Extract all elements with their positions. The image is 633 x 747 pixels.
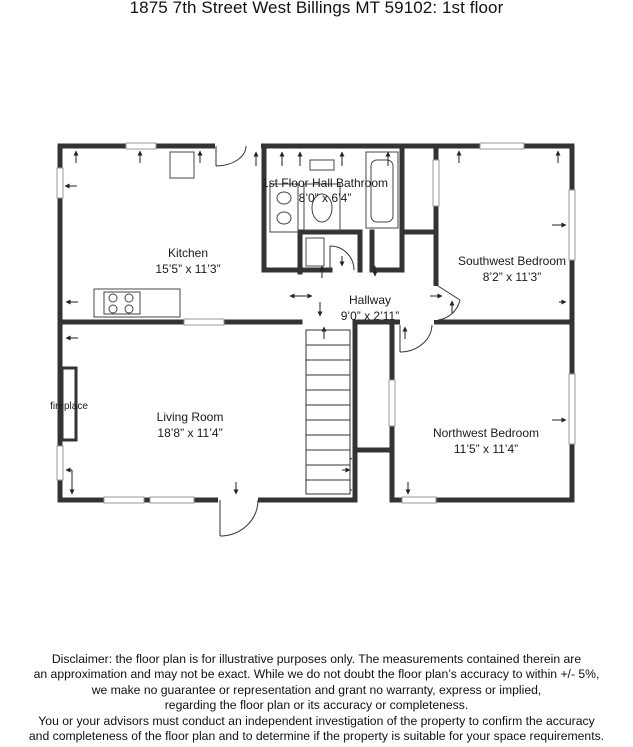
disclaimer-line: regarding the floor plan or its accuracy or completeness. [164,698,469,713]
room-size-bathroom: 8’0” x 6’4” [298,191,352,205]
room-size-southwest-bedroom: 8’2” x 11’3” [482,270,542,284]
disclaimer [0,652,633,744]
room-name-kitchen: Kitchen [167,246,209,260]
disclaimer-line: and completeness of the floor plan and to determine if the property is suitable for your space requirements. [28,729,605,744]
room-size-northwest-bedroom: 11’5” x 11’4” [453,442,519,456]
room-size-living-room: 18’8” x 11’4” [157,426,223,440]
room-name-living-room: Living Room [156,410,224,424]
disclaimer-line: an approximation and may not be exact. While we do not doubt the floor plan’s accuracy to within +/- 5%, [33,667,600,682]
floor-plan-title: 1875 7th Street West Billings MT 59102: 1st floor [129,0,504,17]
room-size-hallway: 9’0” x 2’11” [340,309,400,323]
disclaimer-line: You or your advisors must conduct an independent investigation of the property to confirm the accuracy [38,713,595,728]
room-name-northwest-bedroom: Northwest Bedroom [432,426,540,440]
disclaimer-line: Disclaimer: the floor plan is for illustrative purposes only. The measurements contained therein are [51,652,582,666]
fireplace-label: fireplace [50,401,88,412]
room-name-hallway: Hallway [348,293,392,307]
disclaimer-line: we make no guarantee or representation and grant no warranty, express or implied, [91,682,542,697]
stairs [306,330,350,494]
room-size-kitchen: 15’5” x 11’3” [155,262,221,276]
room-name-bathroom: 1st Floor Hall Bathroom [261,176,389,190]
room-name-southwest-bedroom: Southwest Bedroom [457,254,567,268]
